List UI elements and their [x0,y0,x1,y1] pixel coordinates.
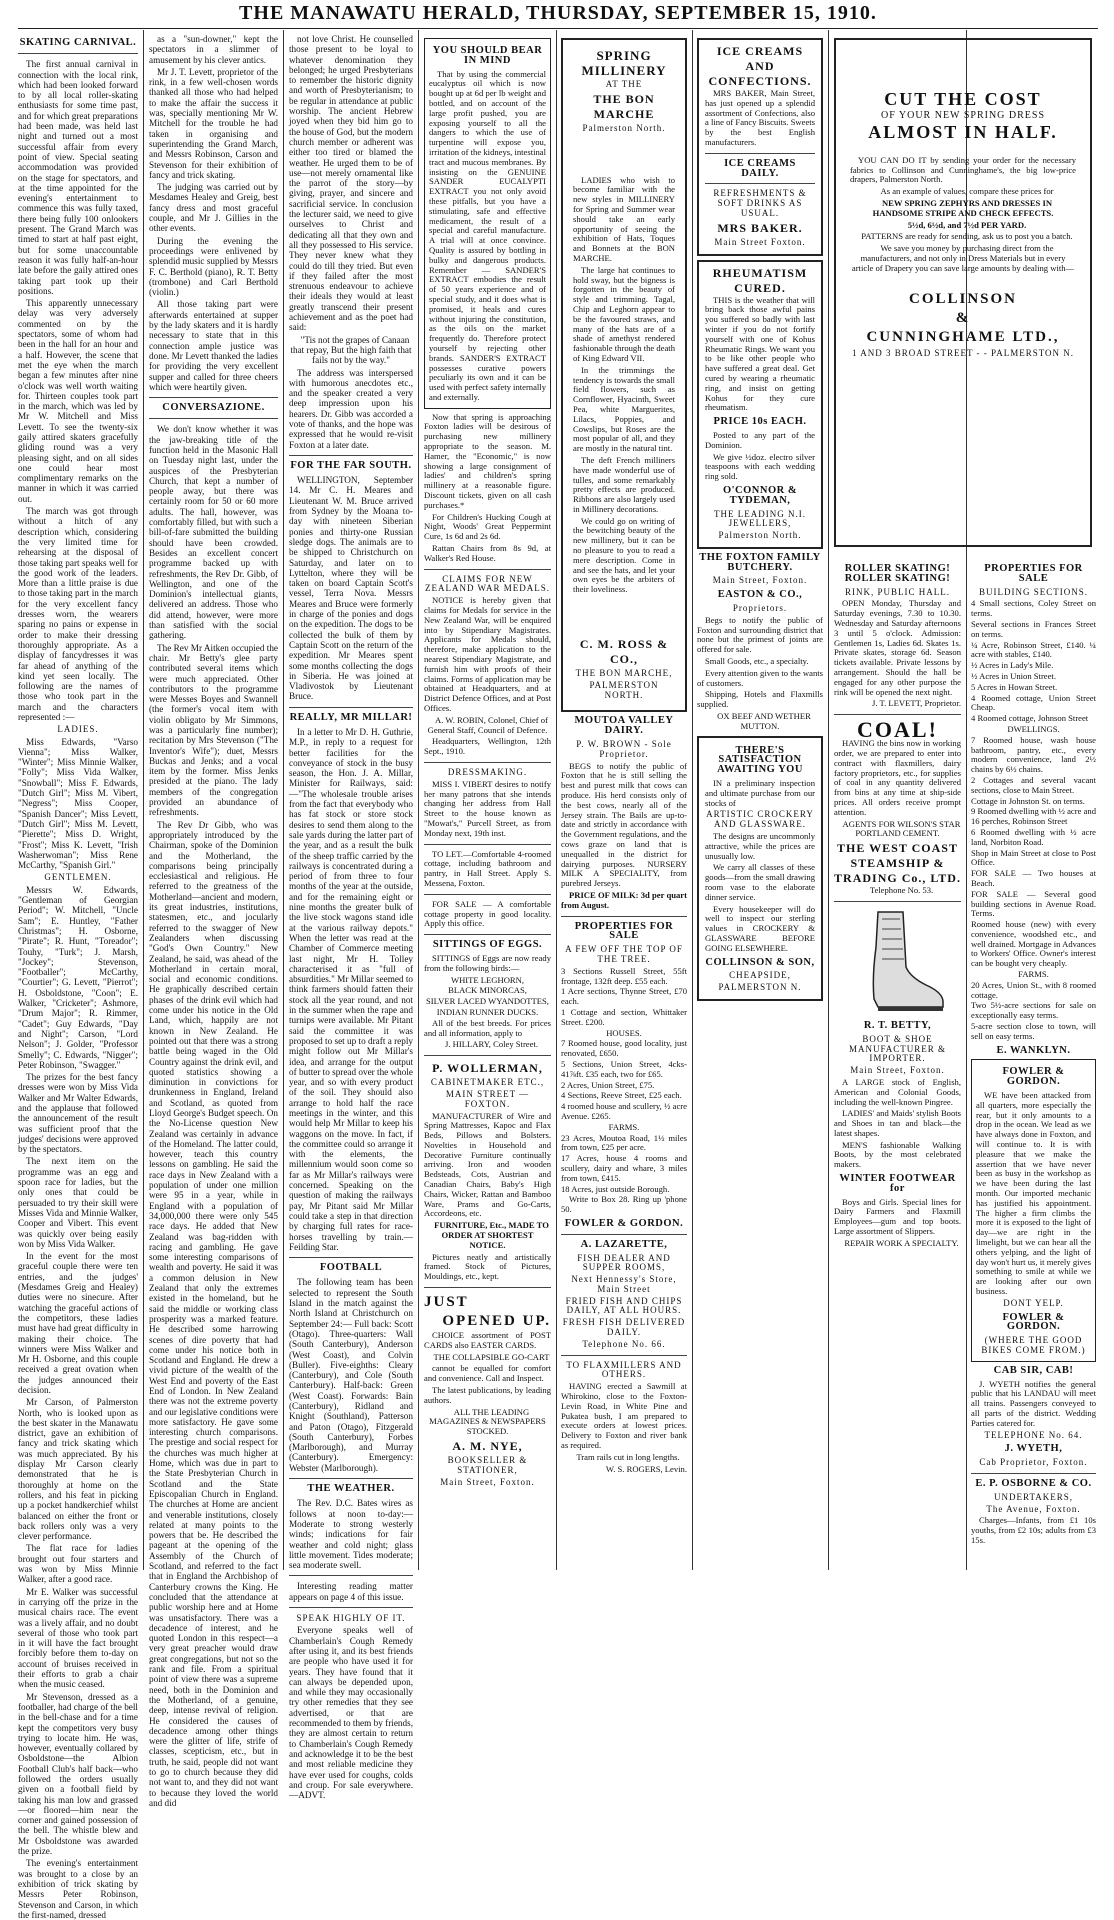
advert-text: We could go on writing of the bewitching beauty of the new millinery, but it can be no pleasure to you to read a mere description. Come in and see the hats, and let your own eyes be the arbiters of their loveliness. [573,515,675,595]
advert-signature: W. S. ROGERS, Levin. [605,1463,687,1474]
list-item: 18 Acres, just outside Borough. [561,1183,670,1194]
column-4 [424,34,551,1566]
advert-text: NEW SPRING ZEPHYRS AND DRESSES IN HANDSOME STRIPE AND CHECK EFFECTS. [872,197,1054,218]
advert-text: Small Goods, etc., a specialty. [705,656,809,667]
advert-address: Main Street Foxton. [714,236,806,247]
advert-text: As an example of values, compare these prices for [880,186,1054,197]
list-item: 7 Roomed house, good locality, just renovated, £650. [561,1038,687,1059]
moutoa-heading: MOUTOA VALLEY DAIRY. [574,715,674,737]
column-3 [289,34,413,1801]
just-heading: JUST [424,1294,469,1311]
divider [561,916,687,917]
list-item: 5-acre section close to town, will sell on easy terms. [971,1021,1096,1041]
list-item: WHITE LEGHORN, [450,974,525,985]
cab-heading: CAB SIR, CAB! [993,1364,1074,1376]
advert-address: 1 AND 3 BROAD STREET - - PALMERSTON N. [851,347,1075,358]
divider [289,455,413,456]
column-rule [143,30,144,1570]
nye-subheading: BOOKSELLER & STATIONER, [447,1455,528,1475]
fowler-gordon-heading: FOWLER & GORDON. [1002,1066,1065,1088]
butchery-heading: THE FOXTON FAMILY BUTCHERY. [699,551,821,573]
advert-text: Begs to notify the public of Foxton and surrounding district that none but the primest of joints are offered for sale. [697,614,823,655]
advert-text: Cab Proprietor, Foxton. [979,1457,1088,1468]
article-paragraph: During the evening the proceedings were enlivened by splendid music supplied by Messrs F. C. Berthold (piano), R. T. Betty (trombone) and Carl Berthold (violin.) [149,235,278,298]
advert-text: IN a preliminary inspection and ultimate purchase from our stocks of [705,778,815,808]
advert-text: MANUFACTURER of Wire and Spring Mattresses, Kapoc and Flax Beds, Pillows and Bolsters. Novelties in Household and Decorative Furniture continually arriving. Iron and wooden Bedsteads, Cots, Austrian and Canadian Chairs, Baby's High Chairs, Wicker, Rattan and Bamboo Ware, Prams and Go-Carts, Accordeons, etc. [424,1110,551,1219]
advert-text: TELEPHONE No. 64. [984,1429,1083,1440]
wollerman-address: MAIN STREET — FOXTON. [445,1088,530,1109]
poem-quote: "Tis not the grapes of Canaan that repay, But the high faith that fails not by the way." [290,334,412,366]
list-item: 4 Roomed cottage, Union Street Cheap. [971,692,1096,713]
advert-text: UNDERTAKERS, [994,1491,1073,1502]
lazarette-heading: A. LAZARETTE, [580,1238,668,1250]
bon-marche-address: Palmerston North. [582,122,666,133]
ross-address: PALMERSTON NORTH. [589,679,659,700]
list-item: 20 Acres, Union St., with 8 roomed cottage. [971,979,1096,1000]
advert-text: Boys and Girls. Special lines for Dairy Farmers and Flaxmill Employees—gum and top boots. Large assortment of Slippers. [834,1196,961,1237]
advert-price: 5½d, 6½d, and 7½d PER YARD. [907,219,1027,230]
list-item: Cottage in Johnston St. on terms. [971,795,1085,806]
article-paragraph: Messrs W. Edwards, "Gentleman of Georgian Period"; W. Mitchell, "Uncle Sam"; E. Huntley, "Father Christmas"; H. Osborne, "Pirate"; R. Hunt, "Toreador"; Touhy, "Turk"; J. Marsh, "Jockey"; Stevenson, "Footballer"; McCarthy, "Courtier"; G. Levett, "Pierrot"; H. Osboldstone, "Coon"; E. Walker, "Cricketer"; Ashmore, "Drum Major"; R. Rimmer, "Cadet"; Guy Edwards, "Day and Night"; Carson, "Lord Nelson"; J. Golder, "Professor Smelly"; C. Edwards, "Nigger"; Peter Robinson, "Swagger." [18,884,138,1070]
list-item: 17 Acres, house 4 rooms and scullery, dairy and whare, 3 miles from town, £415. [561,1153,687,1183]
article-paragraph: In a letter to Mr D. H. Guthrie, M.P., in reply to a request for better facilities for the conveyance of stock in the busy season, the Hon. J. A. Millar, Minister for Railways, said:—"The wholesale trouble arises from the fact that everybody who has fat stock or store stock desires to send them along to the sale yards during the latter part of the year, and as a result the bulk of the sheep traffic carried by the railways is concentrated during a period of from three to four months of the year at the outside, and for the remaining eight or nine months the greater bulk of the live stock wagons stand idle at the various railway depots." When the letter was read at the Chamber of Commerce meeting last night, Mr H. Tolley characterised it as "full of absurdities." Mr Millar seemed to think farmers should fatten their stock all the year round, and not in the summer when the rape and turnips were available. Mr Pitant said the committee it was proposed to set up to draft a reply might follow out Mr Millar's idea, and arrange for the output of butter to spread over the whole year, and so with every product of the soil. They should also arrange to hold half the race meetings in the winter, and this would help Mr Millar to keep his waggons on the move. In fact, if the committee could so arrange it with the elements, the millennium would soon come so far as Mr Millar's railways were concerned. Speaking on the question of making the railways pay, Mr Pitant said Mr Millar could take a step in that direction by charging full rates for race-horses travelling by train.—Feilding Star. [289,727,413,1252]
article-paragraph: Mr Carson, of Palmerston North, who is looked upon as the best skater in the Manawatu district, gave an exhibition of fancy and trick skating which was much appreciated. By his display Mr Carson clearly demonstrated that he is thoroughly at home on the rollers, and his feat in picking up a pocket handkerchief whilst balanced on either the front or back rollers only was a very clever performance. [18,1397,138,1542]
column-rule [283,30,284,1570]
boot-illustration [848,907,948,1017]
advert-text: (WHERE THE GOOD BIKES COME FROM.) [981,1335,1086,1355]
divider [424,934,551,935]
column-8 [971,560,1096,1566]
winter-footwear-heading: WINTER FOOTWEAR for [839,1173,956,1194]
ampersand: & [955,309,971,326]
advert-text: ALL THE LEADING MAGAZINES & NEWSPAPERS STOCKED. [429,1406,546,1437]
advert-text: MISS I. VIBERT desires to notify her many patrons that she intends changing her address from Hall Street to the house known as "Mowat's," Purcell Street, as from Monday next, 19th inst. [424,778,551,838]
advert-text: SITTINGS of Eggs are now ready from the following birds:— [424,952,551,973]
column-rule [692,30,693,1570]
advert-text: PATTERNS are ready for sending, ask us to post you a batch. [861,231,1073,242]
advert-address: Main Street, Foxton. [712,575,808,586]
properties-heading: PROPERTIES FOR SALE [574,920,674,942]
advert-text: That by using the commercial eucalyptus oil which is now bought up at 6d per lb weight and bottled, and on account of the large profit pushed, you are exposing yourself to all the dangers to which the use of turpentine will expose you, irritation of the kidneys, intestinal tract and mucous membranes. By insisting on the GENUINE SANDER EUCALYPTI EXTRACT you not only avoid these pitfalls, but you have a stimulating, safe and effective medicament, the result of a special and careful manufacture. A trial will at once convince. Quality is assured by bottling in bulky and dangerous products. Remember — SANDER'S EXTRACT embodies the result of 50 years experience and of special study, and it does what is promised, it heals and cures without injuring the constitution, as the oils on the market frequently do. Therefore protect yourself by rejecting other brands. SANDER'S EXTRACT possesses curative powers peculiarly its own and it can be used with perfect safety internally and externally. [429,68,546,402]
advert-text: FRIED FISH AND CHIPS DAILY, AT ALL HOURS. [565,1295,683,1316]
column-rule [418,30,419,1570]
divider [424,569,551,570]
fowler-gordon-heading: FOWLER & GORDON. [564,1217,684,1229]
spring-millinery-heading: SPRING MILLINERY [581,48,667,78]
cut-subheading: OF YOUR NEW SPRING DRESS [880,110,1046,121]
advert-text: Posted to any part of the Dominion. [705,429,815,450]
masthead-rule [18,28,1098,29]
advert-text: OX BEEF AND WETHER MUTTON. [717,711,811,731]
column-rule [828,30,829,1570]
advert-text: Write to Box 28. Ring up 'phone 50. [561,1194,687,1215]
list-item: FOR SALE — Two houses at Beach. [971,868,1096,888]
advert-text: DONT YELP. [1003,1297,1064,1308]
advert-text: REPAIR WORK A SPECIALTY. [844,1237,959,1248]
building-sections-heading: BUILDING SECTIONS. [979,586,1088,597]
sittings-of-eggs-heading: SITTINGS OF EGGS. [432,939,543,951]
divider [289,707,413,708]
column-5 [561,34,687,1566]
advert-text: CHOICE assortment of POST CARDS also EASTER CARDS. [424,1330,551,1350]
masthead: THE MANAWATU HERALD, THURSDAY, SEPTEMBER 15, 1910. [239,2,877,24]
war-medals-heading: CLAIMS FOR NEW ZEALAND WAR MEDALS. [424,573,551,594]
ice-creams-daily: ICE CREAMS DAILY. [724,157,796,179]
bon-marche-heading: THE BON MARCHE [593,91,655,121]
gentlemen-subheading: GENTLEMEN. [44,872,112,883]
article-paragraph: The Rev Mr Aitken occupied the chair. Mr Betty's glee party contributed several items which were much appreciated. Other contributors to the programme were Messes Boyes and Swannell (the former's vocal item with violin obligato by Mr Simmons, was a particularly fine number); recitation by Mrs Stevenson ("The Inventor's Wife"); duet, Messrs Buckas and Jenks; and a vocal item by the former. Miss Jenks presided at the piano. The lady members of the congregation provided an abundance of refreshments. [149,642,278,818]
divider [705,183,815,184]
advert-text: FURNITURE, Etc., MADE TO ORDER AT SHORTEST NOTICE. [434,1220,549,1250]
column-7 [834,560,961,1566]
list-item: FOR SALE — Several good building sections in Avenue Road. Terms. [971,888,1096,919]
divider [561,1355,687,1356]
article-paragraph: The evening's entertainment was brought to a close by an exhibition of trick skating by Messrs Peter Robinson, Stevenson and Carson, in which the first-named, dressed [18,1858,138,1920]
divider [424,894,551,895]
advert-text: Telephone No. 66. [582,1338,666,1349]
divider [289,1257,413,1258]
advert-text: THIS is the weather that will bring back those awful pains you suffered so badly with last winter if you do not fortify yourself with one of Kohus Rheumatic Rings. We want you to be like other people who have suffered a great deal. Get cured by wearing a rheumatic ring, and insist on getting Kohus for they cure rheumatism. [705,294,815,413]
list-item: 5 Sections, Union Street, 4cks-41⅞ft. £35 each, two for £65. [561,1058,687,1079]
article-paragraph: All those taking part were afterwards entertained at supper by the lady skaters and it is hardly necessary to state that in this connection ample justice was done. Mr Levett thanked the ladies for providing the very excellent supper and called for three cheers which were heartily given. [149,299,278,392]
article-paragraph: The prizes for the best fancy dresses were won by Miss Vida Walker and Mr Walter Edwards, and the applause that followed the announcement of the result was sufficient proof that the judges' decisions were approved by the spectators. [18,1072,138,1155]
advert-text: Rattan Chairs from 8s 9d, at Walker's Red House. [424,543,551,563]
advert-text: HAVING erected a Sawmill at Whirokino, close to the Foxton-Levin Road, in White Pine and Pukatea bush, I am prepared to execute orders at lowest prices. Delivery to Foxton and river bank as required. [561,1381,687,1451]
really-mr-millar-heading: REALLY, MR MILLAR! [289,711,413,723]
article-paragraph: Mr J. T. Levett, proprietor of the rink, in a few well-chosen words thanked all those who had helped to make the affair the success it was, specially mentioning Mr W. Mitchell for the trouble he had taken in organising and superintending the Grand March, and Messrs Robinson, Carson and Stevenson for their exhibition of fancy and trick skating. [149,66,278,180]
egg-breeds-list [424,976,551,1018]
west-coast-heading: THE WEST COAST STEAMSHIP & TRADING Co., LTD. [834,841,961,886]
list-item: INDIAN RUNNER DUCKS. [436,1006,539,1017]
mrs-baker-heading: MRS BAKER. [717,220,803,235]
divider [424,1287,551,1288]
advert-text: Telephone No. 53. [869,885,934,896]
ladies-subheading: LADIES. [57,724,99,735]
advert-text: The latest publications, by leading authors. [424,1385,551,1405]
wanklyn-heading: E. WANKLYN. [996,1044,1071,1056]
advert-text: Every housekeeper will do well to inspect our sterling values in CROCKERY & GLASSWARE BEFORE GOING ELSEWHERE. [705,903,815,953]
advert-text: We carry all classes of these goods—from the small drawing room vase to the elaborate dinner service. [705,862,815,902]
advert-text: BOOT & SHOE MANUFACTURER & IMPORTER. [848,1033,947,1064]
advert-text: YOU CAN DO IT by sending your order for the necessary fabrics to Collinson and Cunninghame's, the big low-price drapers, Palmerston North. [850,154,1076,185]
article-paragraph: This apparently unnecessary delay was very adversely commented on by the spectators, some of whom had been in the hall for an hour and a half. However, the scene that met the eye when the march began a few minutes after nine o'clock was well worth waiting for. Thirteen couples took part in the march, which was led by Mr W. Mitchell and Miss Levett. To see the twenty-six gaily attired skaters gracefully gliding round was a very pleasing sight, and on all sides one could hear most complimentary remarks on the manner in which it was carried out. [18,298,138,504]
article-paragraph: Interesting reading matter appears on page 4 of this issue. [289,1581,413,1602]
easton-heading: EASTON & CO., [717,589,803,601]
football-heading: FOOTBALL [319,1262,383,1274]
list-item: 2 Cottages and several vacant sections, close to Main Street. [971,774,1096,795]
advert-text: The large hat continues to hold sway, but the bigness is forgotten in the beauty of style and trimming. Tagal, Chip and Leghorn appear to be the favoured straws, and many of the hats are of a shade of amethyst rendered fashionable through the death of King Edward VII. [573,264,675,363]
speak-highly-heading: SPEAK HIGHLY OF IT. [296,1613,406,1624]
bear-in-mind-heading: YOU SHOULD BEAR IN MIND [432,45,543,66]
advert-text: Now that spring is approaching Foxton ladies will be desirous of purchasing new millinery appropriate to the season. M. Hamer, the "Economic," is now showing a large consignment of ladies' and children's spring millinery at a reasonable figure. Discount tickets, given on all cash purchases.* [424,411,551,510]
advert-text: A LARGE stock of English, American and Colonial Goods, including the well-known Pingree. [834,1076,961,1107]
advert-text: cannot be equalled for comfort and convenience. Call and Inspect. [424,1363,551,1384]
advert-text: RINK, PUBLIC HALL. [845,586,950,597]
advert-text: FRESH FISH DELIVERED DAILY. [562,1317,686,1338]
weather-heading: THE WEATHER. [307,1483,395,1495]
advert-address: PALMERSTON N. [718,982,802,993]
ross-heading: C. M. ROSS & CO., [579,637,669,667]
osborne-heading: E. P. OSBORNE & CO. [975,1477,1092,1489]
list-item: BLACK MINORCAS, [448,985,527,996]
advert-text: MRS BAKER, Main Street, has just opened up a splendid assortment of Confections, also a line of Fancy Biscuits. Sweets by the best English manufacturers. [705,88,815,147]
collinson-cunninghame-advert [834,34,1092,554]
advert-text: CHEAPSIDE, [729,970,791,981]
list-item: 1 Acre sections, Thynne Street, £70 each. [561,986,687,1007]
article-paragraph: The Rev. D.C. Bates wires as follows at noon to-day:— Moderate to strong westerly winds; indications for fair weather and cold night; glass little movement. Tides moderate; sea moderate swell. [289,1498,413,1571]
list-item: FARMS. [1018,969,1049,980]
divider [424,1055,551,1056]
article-paragraph: The Rev Dr Gibb, who was appropriately introduced by the Chairman, spoke of the Dominion and the Motherland, the comparisons being principally ecclesiastical and religious. He referred to the greatness of the Motherland—ancient and modern, its great industries, institutions, statesmen, etc., and jocularly referred to the swagger of New Zealanders when discussing "God's Own Country." New Zealand, he said, was ahead of the Motherland in certain moral, social and economic conditions. He graphically described certain phases of the drink evil which had come under his notice in the Old Land, which, happily are not known in New Zealand. He pointed out that there was a strong battle being waged in the Old Country against the drink evil, and quoted statistics showing a diminution in convictions for drunkenness in England, Ireland and Scotland, as quoted from Lloyd George's Budget speech. On the No-License question New Zealand was certainly in advance of the Homeland. The latter could, however, teach this country lessons on gambling. He said the race days in New Zealand with a population of under one million were 95 in a year, while in England with a population of 34,000,000 there were only 545 race days. He added that New Zealand was bag-ridden with racing and gambling. He gave some interesting comparisons of wealth and poverty. He said it was a common delusion in New Zealand that only the extremes existed in the homeland, but he said the middle or working class prosperity was a marked feature. He described some harrowing scenes of dire poverty that had come under his notice both in Scotland and England. He drew a vivid picture of the wealth of the West End and poverty of the East End of London. In New Zealand there was not the extreme poverty and our legislative conditions were more satisfactory. He gave some interesting church comparisons. The prestige and social respect for the churches was much higher at Home, which was due in part to the State Presbyterian Church in Scotland and the State Episcopalian Church in England. The churches at Home are ancient and venerable institutions, closely related at many points to the powers that be. He described the pageant at the opening of the Assembly of the Church of Scotland, and referred to the fact that in England the Archbishop of Canterbury crowns the King. He concluded that the attendance at public worship here and at Home was unsatisfactory. There was a decadence of interest, and he quoted London in this respect—a very great preacher would draw great congregations, but not so the rank and file. From a spiritual point of view there was a supreme need, both in the Dominion and the Motherland, of a genuine, deep, intense revival of religion. He considered the causes of decadence among other things were the glitter of life, strife of classes, scepticism, etc., but in truth, he said, people did not want to go to church because they did not want to, and they did not want to because they loved the world and did [149,819,278,1808]
article-paragraph: The following team has been selected to represent the South Island in the match against the North Island at Christchurch on September 24:— Full back: Scott (Otago). Three-quarters: Wall (South Canterbury), Anderson (West Coast), and Colvin (Buller). Five-eighths: Cleary (Canterbury), and Cole (South Canterbury). Half-back: Green (West Coast). Forwards: Bain (Canterbury), Ridland and Knight (Southland), Patterson and Paton (Otago), Fitzgerald (South Canterbury), Forbes (Marlborough), and Murray (Canterbury). Emergency: Webster (Marlborough). [289,1277,413,1473]
list-item: 4 roomed house and scullery, ½ acre Avenue. £265. [561,1101,687,1121]
article-paragraph: Mr E. Walker was successful in carrying off the prize in the musical chairs race. The event was a lively affair, and no doubt several of those who took part in it will have the fact brought forcibly before them to-day on account of bruises received in their efforts to grab a chair when the music ceased. [18,1586,138,1690]
list-item: ½ Acres in Union Street. [971,670,1056,681]
advert-text: Tram rails cut in long lengths. [576,1451,680,1462]
advert-address: The Avenue, Foxton. [986,1503,1081,1514]
divider [289,1575,413,1576]
column-1 [18,34,138,1920]
cut-the-cost-heading: CUT THE COST [884,89,1042,109]
article-paragraph: not love Christ. He counselled those present to be loyal to whatever denomination they belonged; he urged Presbyterians to remember the historic dignity and worth of Presbyterianism; to be regular in attendance at public worship. The ancient Hebrew joyed when they bid him go to the house of God, but the modern church member or adherent was either too tired or blamed the weather. He urged them to be of use—not merely ornamental like the parrot of the story—by giving, prayer, and sincere and sacrificial service. In conclusion the lecturer said, we need to give ourselves to Christ and dedicating all that they own and all they possessed to His service. They never knew what they could do till they tried. But even if they failed after the most strenuous endeavour to achieve their ideals they would at least greatly transcend their present achievement and as the poet had said: [289,34,413,333]
advert-text: In the trimmings the tendency is towards the small field flowers, such as Cornflower, Hyacinth, Sweet Pea, white Marguerites, Lilacs, Poppies, and Cowslips, but Roses are the most popular of all, and they are mostly in the natural tint. [573,364,675,454]
advert-signature: J. T. LEVETT, Proprietor. [871,698,961,709]
article-paragraph: The flat race for ladies brought out four starters and was won by Miss Minnie Walker, after a good race. [18,1543,138,1585]
advert-text: PRICE OF MILK: 3d per quart from August. [561,890,687,910]
classified-to-let: TO LET.—Comfortable 4-roomed cottage, including bathroom and pantry, in Hall Street. Apply S. Messena, Foxton. [424,848,551,888]
far-south-heading: FOR THE FAR SOUTH. [290,459,412,471]
wollerman-subheading: CABINETMAKER ETC., [430,1077,545,1088]
article-paragraph: The first annual carnival in connection with the local rink, which had been looked forward to by all local roller-skating enthusiasts for some time past, and for which great preparations had been made, was held last night and turned out a most successful affair from every point of view. Special seating accommodation was provided on the stage for spectators, and at the time appointed for the evening's entertainment to commence this was fully taxed, there being fully 100 onlookers present. The Grand March was timed to start at half past eight, but for some unaccountable reason it was fully half-an-hour late before the gaily attired ones taking part took up their positions. [18,59,138,296]
almost-in-half-heading: ALMOST IN HALF. [868,121,1058,142]
article-paragraph: WELLINGTON, September 14. Mr C. H. Meares and Lieutenant W. M. Bruce arrived from Sydney by the Moana to-day with nineteen Siberian ponies and thirty-one Russian sledge dogs. The animals are to be shipped to Christchurch on Saturday, and later on to Lyttelton, where they will be taken on board Captain Scott's vessel, Terra Nova. Messrs Meares and Bruce were formerly in charge of the ponies and dogs on the expedition. The dogs to be collected the bulk of them by Captain Scott on the return of the expedition. Mr Meares spent some months collecting the dogs in Siberia. He was joined at Vladivostok by Lieutenant Bruce. [289,475,413,702]
advert-price: PRICE 10s EACH. [713,416,807,428]
list-item: ¼ Acre, Robinson Street, £140. ¼ acre with stables, £140. [971,639,1096,660]
advert-text: The designs are uncommonly attractive, while the prices are unusually low. [705,831,815,861]
list-item: 4 Roomed cottage, Johnson Street [971,713,1089,724]
notice-text: NOTICE is hereby given that claims for Medals for service in the New Zealand War, will be enquired into by Stipendiary Magistrates. Applicants for Medals should, therefore, make application to the nearest Stipendiary Magistrate, and furnish him with proofs of their claims. Forms of application may be obtained at Headquarters, and at District Defence Offices, and at Post Offices. [424,595,551,713]
list-item: Two 5½-acre sections for sale on exceptionally easy terms. [971,1000,1096,1021]
list-item: ½ Acres in Lady's Mile. [971,660,1054,671]
list-item: 1 Cottage and section, Whittaker Street. £200. [561,1006,687,1027]
properties-list [971,599,1096,1041]
list-item: FARMS. [608,1121,640,1132]
list-item: 7 Roomed house, wash house bathroom, pantry, etc., every modern convenience, land 2½ chains by 6½ chains. [971,734,1096,775]
divider [149,397,278,398]
advert-text: ARTISTIC CROCKERY AND GLASSWARE. [706,809,814,830]
divider [705,153,815,154]
advert-text: The deft French milliners have made wonderful use of tulles, and some remarkably pretty effects are produced. Ribbons are also largely used in Millinery decorations. [573,454,675,514]
advert-text: For Children's Hucking Cough at Night, Woods' Great Peppermint Cure, 1s 6d and 2s 6d. [424,511,551,542]
betty-heading: R. T. BETTY, [863,1019,932,1031]
list-item: Several sections in Frances Street on terms. [971,618,1096,639]
wyeth-heading: J. WYETH, [1004,1443,1063,1455]
divider [18,53,138,54]
list-item: SILVER LACED WYANDOTTES, [426,996,549,1007]
properties-for-sale-heading: PROPERTIES FOR SALE [984,563,1083,584]
list-item: 2 Acres, Union Street, £75. [561,1079,655,1090]
wollerman-heading: P. WOLLERMAN, [432,1061,543,1076]
article-paragraph: Mr Stevenson, dressed as a footballer, had charge of the bell in the bell-chase and for a time kept the competitors very busy trying to locate him. He was, however, eventually collared by Osboldstone—the Albion Football Club's half back—who followed the orders usually given on a football field by taking his man low and grassed—or floored—him near the corner and gained possession of the bell. The whistle blew and Mr Osboldstone was awarded the prize. [18,1691,138,1857]
article-paragraph: The judging was carried out by Mesdames Healey and Greig, best fancy dress and most graceful couple, and Mr J. Gillies in the other events. [149,182,278,234]
list-item: 6 Roomed dwelling with ½ acre land, Norbiton Road. [971,826,1096,847]
collinson-son-heading: COLLINSON & SON, [705,956,815,968]
satisfaction-heading: THERE'S SATISFACTION AWAITING YOU [717,744,803,776]
coal-heading: COAL! [857,717,938,743]
nye-heading: A. M. NYE, [452,1439,523,1454]
moutoa-proprietor: P. W. BROWN - Sole Proprietor. [576,739,672,759]
article-paragraph: The next item on the programme was an egg and spoon race for ladies, but the only ones that could be persuaded to try their skill were Misses Vida and Minnie Walker, Cooper and Vibert. This event was quickly over being easily won by Miss Vida Walker. [18,1156,138,1249]
advert-text: REFRESHMENTS & SOFT DRINKS AS USUAL. [713,188,807,218]
list-item: 4 Small sections, Coley Street on terms. [971,598,1096,619]
conversazione-heading: CONVERSAZIONE. [162,402,265,414]
article-paragraph: We don't know whether it was the jaw-breaking title of the function held in the Masonic Hall on Tuesday night last, under the auspices of the Presbyterian Church, that kept a number of people away, but there was certainly room for 50 or 60 more adults. The hall, however, was comfortably filled, but with such a bill-of-fare submitted the building should have been crowded. Besides an excellent concert programme backed up with refreshments, the Rev Dr. Gibb, of Wellington, and one of the Dominion's intellectual giants, delivered an address. Those who did attend, however, were more than satisfied with the social gathering. [149,424,278,641]
column-6 [697,34,823,1566]
advert-text: WE have been attacked from all quarters, more especially the rear, but it only amounts to a drop in the ocean. We lead as we have always done in Foxton, and will continue to. It is with pleasure that we make the assertion that we have never been as busy in the workshop as we have been during the last month. Our imported mechanic has justified his appointment. The higher a firm climbs the more it is exposed to the light of day—we are right in the limelight, but we can hear all the others yelping, and the light of day won't hurt us, it merely gives something to smile at while we are looking after our own business. [976,1090,1091,1296]
cunninghame-heading: CUNNINGHAME LTD., [866,328,1060,345]
advert-text: We give ½doz. electro silver teaspoons with each wedding ring sold. [705,451,815,482]
collinson-heading: COLLINSON [908,290,1018,307]
roller-skating-heading: ROLLER SKATING! ROLLER SKATING! [844,563,951,584]
advert-text: Shipping, Hotels and Flaxmills supplied. [697,689,823,710]
list-item: Shop in Main Street at close to Post Office. [971,847,1096,868]
divider [424,844,551,845]
flaxmillers-heading: TO FLAXMILLERS AND OTHERS. [566,1359,682,1380]
article-paragraph: In the event for the most graceful couple there were ten entries, and the judges' (Mesdames Greig and Healey) duties were no sinecure. After watching the graceful actions of the competitors, these ladies must have had great difficulty in making their choice. The winners were Miss Walker and Mr H. Osborne, and this couple received a great ovation when the judges announced their decision. [18,1251,138,1395]
list-item: DWELLINGS. [1007,723,1060,734]
ice-creams-heading: ICE CREAMS AND CONFECTIONS. [708,44,812,88]
advert-text: HAVING the bins now in working order, we are prepared to enter into contract with flaxmillers, dairy factory proprietors, etc., for supplies of coal in any quantity delivered from bins at any time at ship-side prices. All orders receive prompt attention. [834,738,961,817]
rheumatism-heading: RHEUMATISM CURED. [712,265,808,295]
list-item: 9 Roomed dwelling with ½ acre and 16 perches, Robinson Street [971,806,1096,827]
advert-text: Proprietors. [732,603,788,614]
divider [834,714,961,715]
advert-text: LADIES' and Maids' stylish Boots and Shoes in tan and black—the latest shapes. [834,1108,961,1138]
divider [289,1607,413,1608]
article-paragraph: Everyone speaks well of Chamberlain's Cough Remedy after using it, and its best friends are people who have used it for years. They have found that it can always be depended upon, and while they may occasionally try other remedies that they see advertised, or that are recommended to them by friends, they are almost certain to return to Chamberlain's Cough Remedy and acknowledge it to be the best and most reliable medicine they have ever used for coughs, colds and croup. For sale everywhere.—ADVT. [289,1625,413,1801]
article-paragraph: The address was interspersed with humorous anecdotes etc., and the speaker created a very deep impression upon his hearers. Dr. Gibb was accorded a vote of thanks, and the hope was expressed that he would re-visit Foxton at a later date. [289,367,413,450]
divider [561,1234,687,1235]
advert-text: J. WYETH notifies the general public that his LANDAU will meet all trains. Passengers conveyed to all parts of the district. Wedding Parties catered for. [971,1378,1096,1428]
advert-text: Charges—Infants, from £1 10s youths, from £2 10s; adults from £3 15s. [971,1515,1096,1545]
list-item: HOUSES. [606,1027,642,1038]
properties-list [561,967,687,1195]
advert-text: Pictures neatly and artistically framed. Stock of Pictures, Mouldings, etc., kept. [424,1251,551,1282]
oconnor-heading: O'CONNOR & TYDEMAN, [722,484,798,506]
opened-up-heading: OPENED UP. [442,1313,551,1330]
advert-text: FISH DEALER AND SUPPER ROOMS, [577,1252,671,1273]
advert-address: Main Street, Foxton. [850,1065,945,1076]
nye-address: Main Street, Foxton. [440,1476,535,1487]
advert-address: Palmerston North. [718,530,802,541]
divider [289,1478,413,1479]
advert-text: MEN'S fashionable Walking Boots, by the most celebrated makers. [834,1139,961,1170]
dressmaking-heading: DRESSMAKING. [447,766,528,777]
properties-subheading: A FEW OFF THE TOP OF THE TREE. [565,944,683,964]
divider [424,762,551,763]
list-item: Roomed house (new) with every convenience, woodshed etc., and well drained. Mortgage in Advances to Workers' Office. Owner's interest can be bought very cheaply. [971,919,1096,969]
ross-subheading: THE BON MARCHE, [575,668,673,679]
spring-at-the: AT THE [605,79,643,89]
list-item: 5 Acres in Howan Street. [971,681,1058,692]
classified-for-sale: FOR SALE — A comfortable cottage property in good locality. Apply this office. [424,898,551,929]
advert-text: THE COLLAPSIBLE GO-CART [433,1351,550,1362]
advert-text: Every attention given to the wants of customers. [697,667,823,688]
advert-text: LADIES who wish to become familiar with the new styles in MILLINERY for Spring and Summer wear should take an early opportunity of seeing the exhibition of Hats, Toques and Bonnets at the BON MARCHE. [573,174,675,263]
article-paragraph: Miss Edwards, "Varso Vienna"; Miss Walker, "Winter"; Miss Minnie Walker, "Folly"; Miss Vida Walker, "Snowball"; Miss F. Edwards, "Dutch Girl"; Miss M. Vibert, "Negress"; Miss Cooper, "Spanish Dancer"; Miss Levett, "Dutch Girl"; Miss M. Levett, "Pierette"; Miss D. Wright, "Frost"; Miss K. Levett, "Irish Washerwoman"; Miss Rene McCarthy, "Spanish Girl." [18,736,138,871]
advert-text: BEGS to notify the public of Foxton that he is still selling the best and purest milk that cows can produce. His herd consists only of the best cows, nearly all of the Jersey strain. The Bails are up-to-date and strictly in accordance with the Government regulations, and the cows graze on land that is unequalled in the district for dairying purposes. NURSERY MILK A SPECIALITY, from purebred Jerseys. [561,760,687,889]
divider [149,418,278,419]
article-paragraph: as a "sun-downer," kept the spectators in a slimmer of amusement by his clever antics. [149,34,278,65]
advert-text: AGENTS FOR WILSON'S STAR PORTLAND CEMENT. [842,818,961,839]
advert-text: We save you money by purchasing direct from the manufacturers, and not only in Dress Materials but in every article of Drapery you can save large amounts by dealing with— [851,243,1075,273]
advert-text: All of the best breeds. For prices and all information, apply to [424,1017,551,1038]
column-rule [556,30,557,1570]
article-paragraph: The march was got through without a hitch of any description which, considering the very limited time for rehearsing at the disposal of those taking part speaks well for the good work of the leaders. More than a little praise is due to those taking part in the march for the very excellent fancy dresses worn, the wearers sparing no pains or expense in order to make their dressing thoroughly appropriate. As a display of fancydresses it was far ahead of anything of the kind yet seen locally. The following are the names of those who took part in the march and the characters represented :— [18,506,138,722]
advert-text: FOWLER & GORDON. [1002,1311,1065,1333]
advert-text: Next Hennessy's Store, Main Street [571,1274,677,1294]
list-item: 4 Sections, Reeve Street, £25 each. [561,1090,682,1101]
divider [834,901,961,902]
advert-text: OPEN Monday, Thursday and Saturday evenings, 7.30 to 10.30. Wednesday and Saturday afternoons 3 until 5 o'clock. Admission: Gentlemen 1s, Ladies 6d. Skates 1s. Private skates, storage 6d. Season tickets available. Private lessons by arrangement. Should the hall be engaged for any other purpose the rink will be opened the next night. [834,598,961,697]
skating-carnival-heading: SKATING CARNIVAL. [19,37,137,48]
list-item: 23 Acres, Moutoa Road, 1½ miles from town, £25 per acre. [561,1132,687,1153]
divider [971,1473,1096,1474]
notice-address: Headquarters, Wellington, 12th Sept., 1910. [424,736,551,757]
advert-text: THE LEADING N.I. JEWELLERS, [714,508,806,529]
column-2 [149,34,278,1808]
notice-signature: A. W. ROBIN, Colonel, Chief of General Staff, Council of Defence. [427,714,548,735]
advert-signature: J. HILLARY, Coley Street. [445,1039,538,1050]
list-item: 3 Sections Russell Street, 55ft frontage, 132ft deep. £55 each. [561,965,687,986]
